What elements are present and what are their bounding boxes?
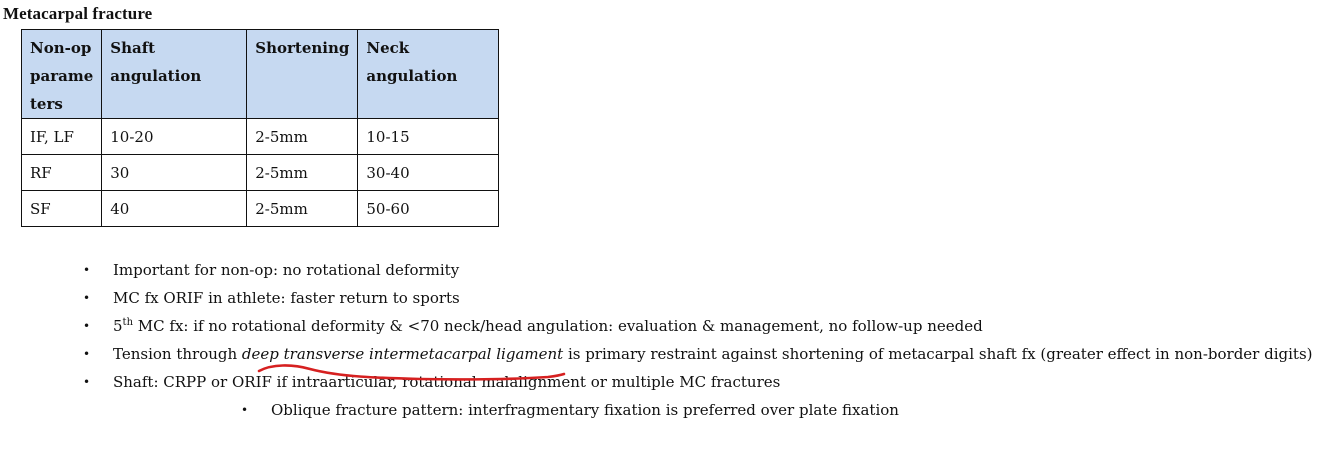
cell-shaft: 40 [102,191,247,227]
section-title: Metacarpal fracture [3,4,153,23]
table-header-row [22,30,499,119]
col-header-shaft: Shaft angulation [102,30,247,119]
list-item [0,340,1334,368]
bullet-icon: • [83,291,91,305]
note-text: is primary restraint against shortening of metacarpal shaft fx (greater effect in non-border digits) [563,345,1313,363]
note-text-number: 5 [113,317,123,335]
cell-digit: SF [22,191,102,227]
cell-shortening: 2-5mm [247,119,358,155]
col-header-nonop: Non-op parame ters [22,30,102,119]
col-header-shortening: Shortening [247,30,358,119]
note-text: Important for non-op: no rotational deformity [113,261,460,279]
nonop-parameters-table [21,29,499,227]
cell-shaft: 30 [102,155,247,191]
note-text: Tension through [113,345,242,363]
cell-digit: RF [22,155,102,191]
table-row [22,191,499,227]
cell-shortening: 2-5mm [247,155,358,191]
bullet-icon: • [83,319,91,333]
bullet-icon: • [83,263,91,277]
note-text: Oblique fracture pattern: interfragmentary fixation is preferred over plate fixation [271,401,899,419]
table-row [22,155,499,191]
bullet-icon: • [241,403,249,417]
list-item [0,256,1334,284]
list-item [0,284,1334,312]
cell-neck: 30-40 [358,155,499,191]
note-text: MC fx: if no rotational deformity & <70 neck/head angulation: evaluation & management, no follow-up needed [133,317,983,335]
cell-shortening: 2-5mm [247,191,358,227]
cell-neck: 50-60 [358,191,499,227]
list-item-nested [0,396,1334,424]
bullet-icon: • [83,347,91,361]
list-item [0,368,1334,396]
note-text-italic: deep transverse intermetacarpal ligament [241,345,564,363]
col-header-neck: Neck angulation [358,30,499,119]
note-text-superscript: th [122,317,134,328]
note-text: MC fx ORIF in athlete: faster return to sports [113,289,460,307]
list-item [0,312,1334,340]
bullet-icon: • [83,375,91,389]
cell-shaft: 10-20 [102,119,247,155]
note-text: Shaft: CRPP or ORIF if intraarticular, rotational malalignment or multiple MC fractures [113,373,781,391]
table-row [22,119,499,155]
cell-digit: IF, LF [22,119,102,155]
notes-list [0,256,1334,424]
cell-neck: 10-15 [358,119,499,155]
